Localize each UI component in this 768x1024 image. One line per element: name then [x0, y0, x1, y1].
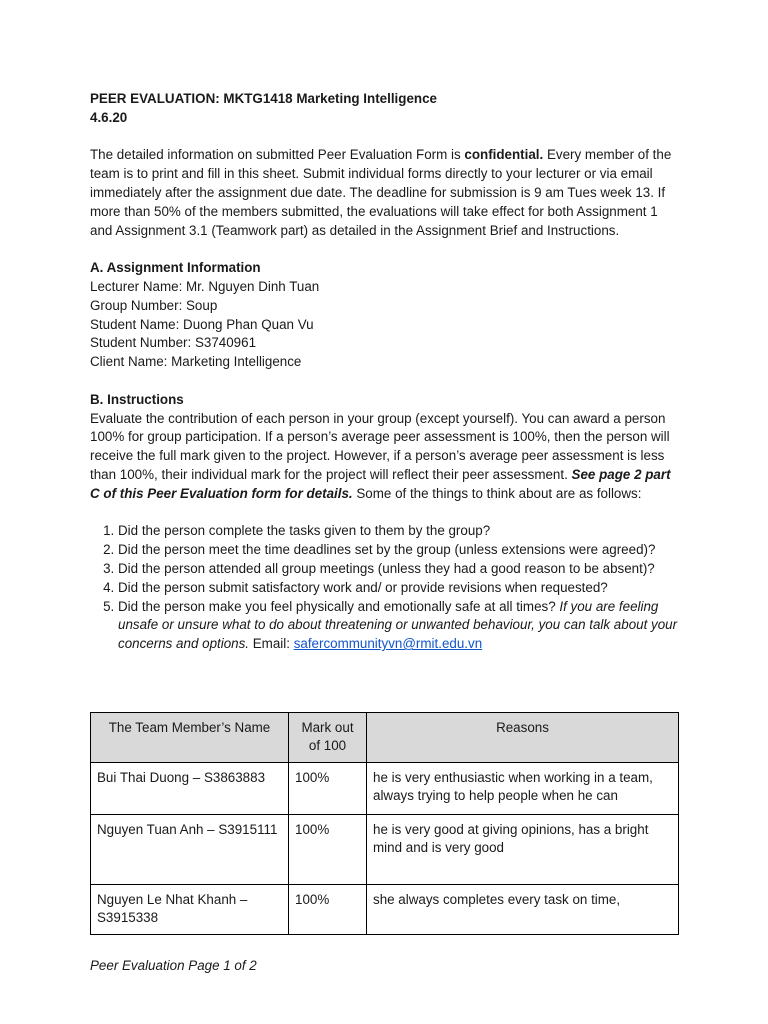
section-b-heading: B. Instructions: [90, 391, 184, 407]
section-a-heading: A. Assignment Information: [90, 260, 261, 276]
table-header-row: [91, 713, 679, 763]
list-item: 3. Did the person attended all group meetings (unless they had a good reason to be absent)?: [118, 560, 680, 579]
table-row: [91, 814, 679, 884]
table-row: [91, 762, 679, 814]
reason-cell: he is very good at giving opinions, has a bright mind and is very good: [367, 814, 679, 884]
mark-cell: 100%: [289, 884, 367, 934]
list-item: 1. Did the person complete the tasks given to them by the group?: [118, 522, 680, 541]
header-member-name: The Team Member’s Name: [91, 713, 289, 763]
document-body: [90, 90, 680, 654]
list-item: 5. Did the person make you feel physically and emotionally safe at all times? If you are feeling unsafe or unsure what to do about threatening or unwanted behaviour, you can talk about your concerns and options. Email: safercommunityvn@rmit.edu.vn: [118, 598, 680, 654]
instruction-list: [90, 522, 680, 654]
reason-cell: she always completes every task on time,: [367, 884, 679, 934]
page-footer: Peer Evaluation Page 1 of 2: [90, 958, 257, 973]
group-number: Group Number: Soup: [90, 297, 218, 313]
document-title: PEER EVALUATION: MKTG1418 Marketing Intelligence: [90, 91, 437, 106]
header-reasons: Reasons: [367, 713, 679, 763]
header-mark: Mark out of 100: [289, 713, 367, 763]
mark-cell: 100%: [289, 814, 367, 884]
document-date: 4.6.20: [90, 109, 128, 125]
reason-cell: he is very enthusiastic when working in a team, always trying to help people when he can: [367, 762, 679, 814]
member-name-cell: Bui Thai Duong – S3863883: [91, 762, 289, 814]
confidential-label: confidential.: [464, 147, 544, 163]
student-name: Student Name: Duong Phan Quan Vu: [90, 316, 314, 332]
evaluation-table: [90, 712, 679, 935]
list-item: 4. Did the person submit satisfactory work and/ or provide revisions when requested?: [118, 579, 680, 598]
student-number: Student Number: S3740961: [90, 335, 257, 351]
email-link[interactable]: safercommunityvn@rmit.edu.vn: [293, 636, 483, 652]
client-name: Client Name: Marketing Intelligence: [90, 354, 302, 370]
instructions-paragraph: Evaluate the contribution of each person in your group (except yourself). You can award a person 100% for group participation. If a person’s average peer assessment is 100%, then the person will receive the full mark given to the project. However, if a person’s average peer assessment is less than 100%, their individual mark for the project will reflect their peer assessment. See page 2 part C of this Peer Evaluation form for details. Some of the things to think about are as follows:: [90, 410, 671, 501]
list-item: 2. Did the person meet the time deadlines set by the group (unless extensions were agreed)?: [118, 541, 680, 560]
member-name-cell: Nguyen Tuan Anh – S3915111: [91, 814, 289, 884]
mark-cell: 100%: [289, 762, 367, 814]
table-row: [91, 884, 679, 934]
member-name-cell: Nguyen Le Nhat Khanh – S3915338: [91, 884, 289, 934]
see-page-2-note: See page 2 part C of this Peer Evaluation form for details.: [90, 466, 671, 501]
lecturer-name: Lecturer Name: Mr. Nguyen Dinh Tuan: [90, 278, 320, 294]
intro-paragraph: The detailed information on submitted Peer Evaluation Form is confidential. Every member of the team is to print and fill in this sheet. Submit individual forms directly to your lecturer or via email immediately after the assignment due date. The deadline for submission is 9 am Tues week 13. If more than 50% of the members submitted, the evaluations will take effect for both Assignment 1 and Assignment 3.1 (Teamwork part) as detailed in the Assignment Brief and Instructions.: [90, 147, 672, 238]
